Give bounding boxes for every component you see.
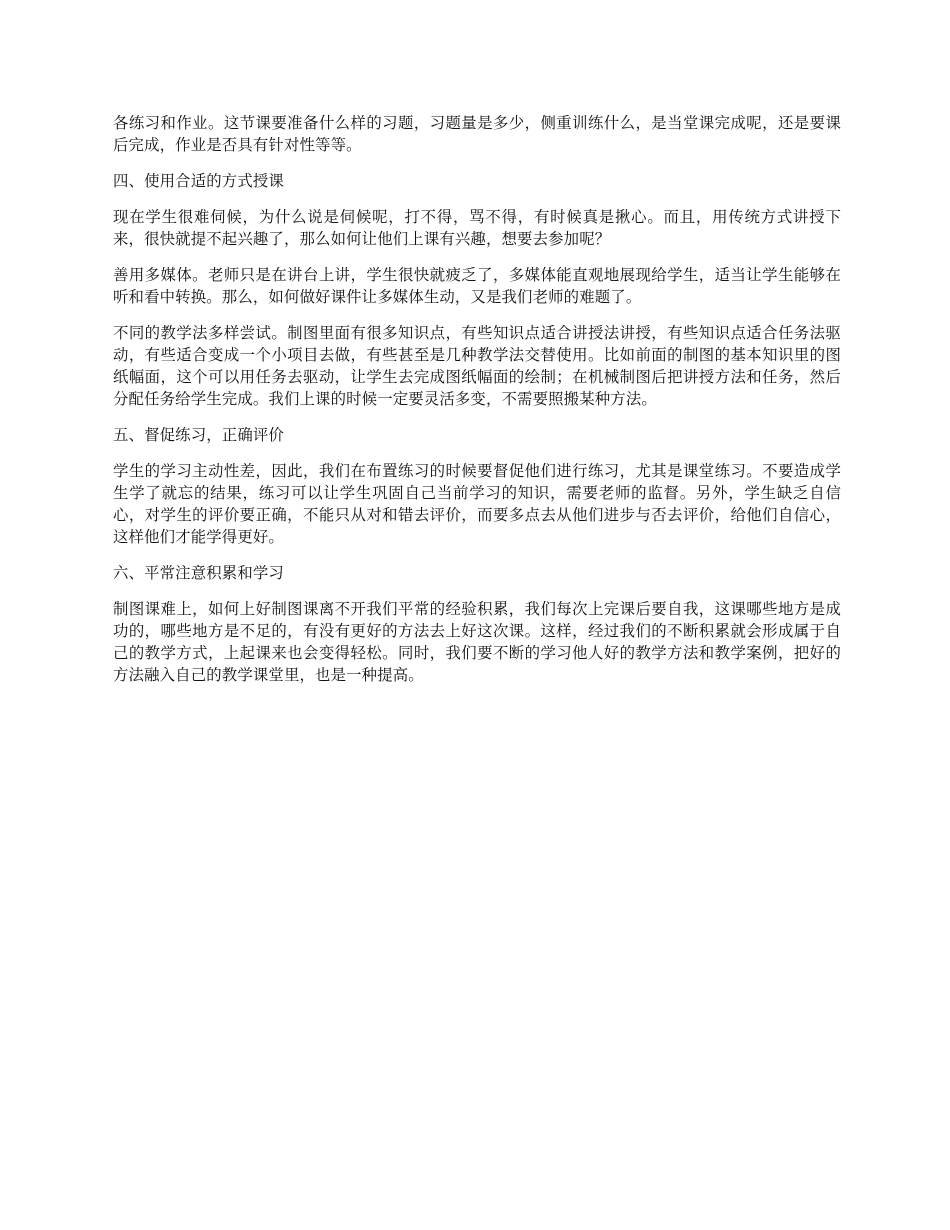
- heading-section-6: 六、平常注意积累和学习: [113, 564, 284, 582]
- paragraph-student-interest: 现在学生很难伺候，为什么说是伺候呢，打不得，骂不得，有时候真是揪心。而且，用传统方式讲授下来，很快就提不起兴趣了，那么如何让他们上课有兴趣，想要去参加呢？: [113, 208, 841, 248]
- paragraph-multimedia: 善用多媒体。老师只是在讲台上讲，学生很快就疲乏了，多媒体能直观地展现给学生，适当让学生能够在听和看中转换。那么，如何做好课件让多媒体生动，又是我们老师的难题了。: [113, 266, 841, 306]
- paragraph-teaching-methods: 不同的教学法多样尝试。制图里面有很多知识点，有些知识点适合讲授法讲授，有些知识点适合任务法驱动，有些适合变成一个小项目去做，有些甚至是几种教学法交替使用。比如前面的制图的基本知识里的图纸幅面，这个可以用任务去驱动，让学生去完成图纸幅面的绘制；在机械制图后把讲授方法和任务，然后分配任务给学生完成。我们上课的时候一定要灵活多变，不需要照搬某种方法。: [113, 324, 841, 408]
- heading-section-5: 五、督促练习，正确评价: [113, 426, 284, 444]
- heading-section-4: 四、使用合适的方式授课: [113, 172, 284, 190]
- document-body: [113, 112, 841, 700]
- paragraph-practice-evaluation: 学生的学习主动性差，因此，我们在布置练习的时候要督促他们进行练习，尤其是课堂练习。不要造成学生学了就忘的结果，练习可以让学生巩固自己当前学习的知识，需要老师的监督。另外，学生缺乏自信心，对学生的评价要正确，不能只从对和错去评价，而要多点去从他们进步与否去评价，给他们自信心，这样他们才能学得更好。: [113, 462, 841, 546]
- paragraph-exercises: 各练习和作业。这节课要准备什么样的习题，习题量是多少，侧重训练什么，是当堂课完成呢，还是要课后完成，作业是否具有针对性等等。: [113, 114, 841, 154]
- paragraph-accumulation: 制图课难上，如何上好制图课离不开我们平常的经验积累，我们每次上完课后要自我，这课哪些地方是成功的，哪些地方是不足的，有没有更好的方法去上好这次课。这样，经过我们的不断积累就会形成属于自己的教学方式，上起课来也会变得轻松。同时，我们要不断的学习他人好的教学方法和教学案例，把好的方法融入自己的教学课堂里，也是一种提高。: [113, 600, 841, 684]
